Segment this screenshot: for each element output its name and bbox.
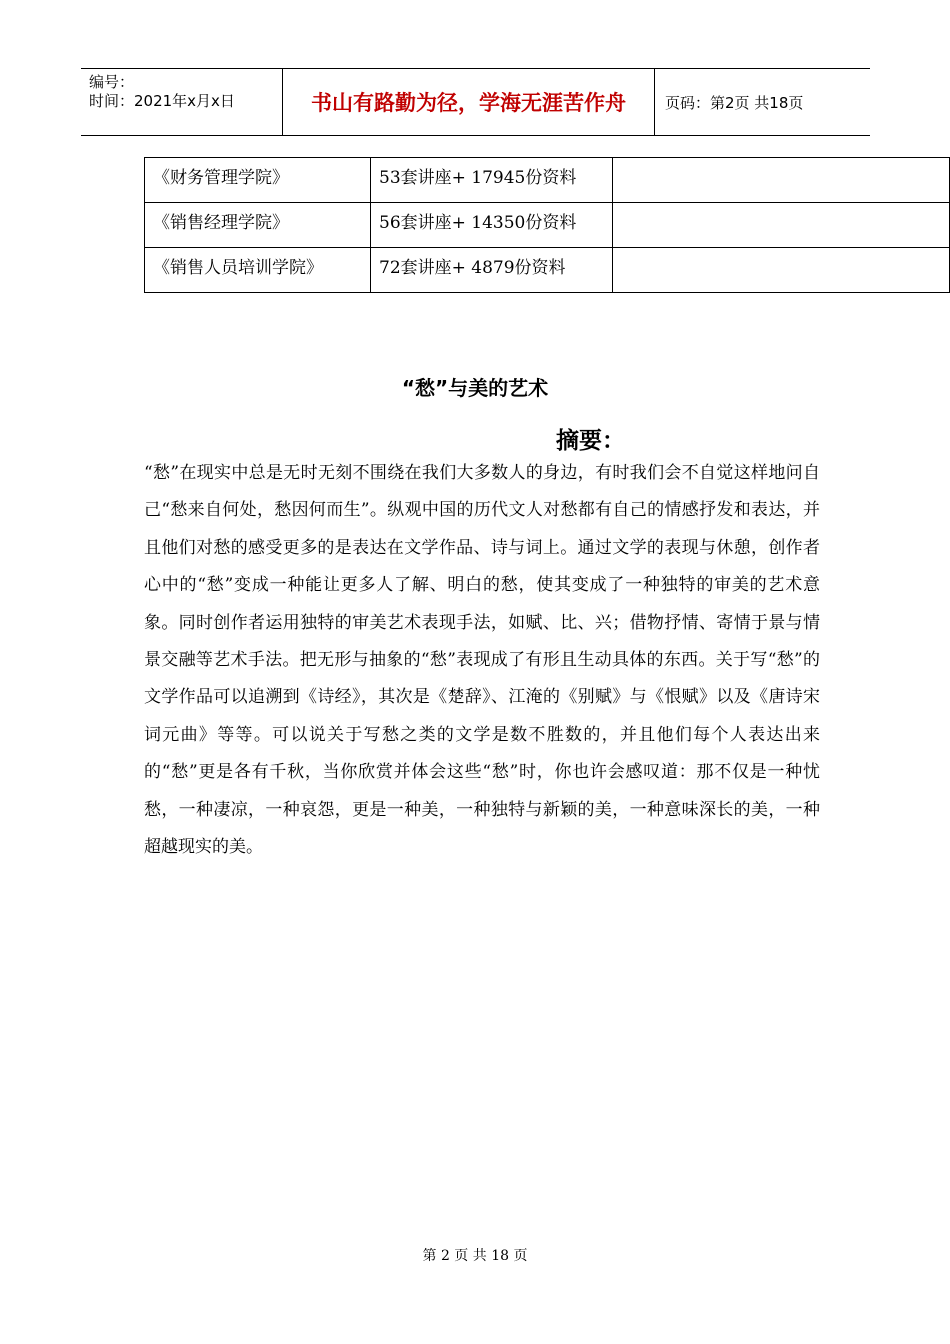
table-cell-extra	[613, 248, 950, 293]
resource-table	[144, 157, 950, 293]
table-cell-name: 《销售人员培训学院》	[145, 248, 371, 293]
table-cell-name: 《财务管理学院》	[145, 158, 371, 203]
header-page-info: 页码：第2页 共18页	[665, 93, 804, 112]
table-cell-name: 《销售经理学院》	[145, 203, 371, 248]
table-cell-extra	[613, 203, 950, 248]
table-row	[145, 248, 950, 293]
abstract-heading: 摘要：	[556, 428, 625, 454]
table-cell-extra	[613, 158, 950, 203]
table-cell-detail: 56套讲座+ 14350份资料	[371, 203, 613, 248]
header-meta	[81, 69, 283, 135]
table-row	[145, 158, 950, 203]
table-cell-detail: 72套讲座+ 4879份资料	[371, 248, 613, 293]
article-title: “愁”与美的艺术	[401, 376, 549, 400]
document-date: 时间：2021年x月x日	[89, 92, 235, 110]
abstract-paragraph: “愁”在现实中总是无时无刻不围绕在我们大多数人的身边，有时我们会不自觉这样地问自己“愁来自何处，愁因何而生”。纵观中国的历代文人对愁都有自己的情感抒发和表达，并且他们对愁的感受更多的是表达在文学作品、诗与词上。通过文学的表现与休憩，创作者心中的“愁”变成一种能让更多人了解、明白的愁，使其变成了一种独特的审美的艺术意象。同时创作者运用独特的审美艺术表现手法，如赋、比、兴；借物抒情、寄情于景与情景交融等艺术手法。把无形与抽象的“愁”表现成了有形且生动具体的东西。关于写“愁”的文学作品可以追溯到《诗经》，其次是《楚辞》、江淹的《别赋》与《恨赋》以及《唐诗宋词元曲》等等。可以说关于写愁之类的文学是数不胜数的，并且他们每个人表达出来的“愁”更是各有千秋，当你欣赏并体会这些“愁”时，你也许会感叹道：那不仅是一种忧愁，一种凄凉，一种哀怨，更是一种美，一种独特与新颖的美，一种意味深长的美，一种超越现实的美。	[144, 463, 820, 858]
page-footer: 第 2 页 共 18 页	[422, 1248, 528, 1264]
header-motto: 书山有路勤为径，学海无涯苦作舟	[283, 69, 655, 135]
document-number-label: 编号：	[89, 73, 135, 91]
page-header	[81, 68, 870, 136]
table-row	[145, 203, 950, 248]
table-cell-detail: 53套讲座+ 17945份资料	[371, 158, 613, 203]
